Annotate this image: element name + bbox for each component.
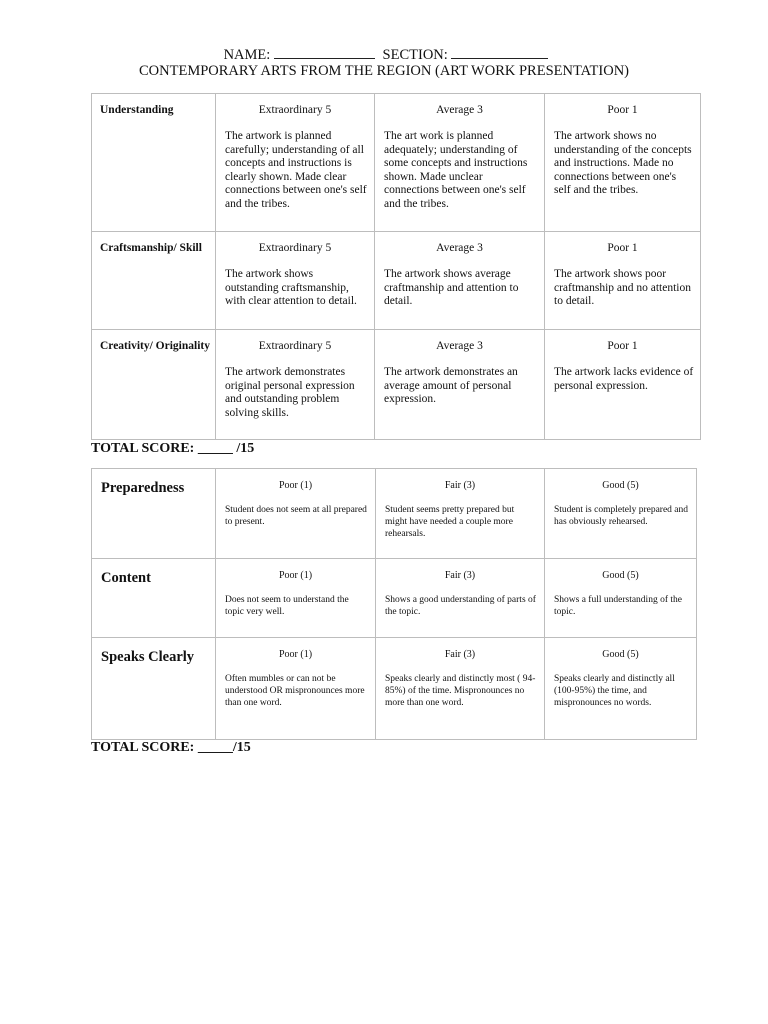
level-description: The artwork shows poor craftmanship and no attention to detail. — [554, 268, 692, 307]
level-description: The artwork demonstrates an average amount of personal expression. — [384, 366, 518, 405]
rubric-row-speaks-clearly — [92, 638, 697, 740]
level-label: Good (5) — [602, 649, 639, 660]
level-description: Student seems pretty prepared but might have needed a couple more rehearsals. — [385, 505, 515, 539]
level-label: Average 3 — [436, 242, 483, 254]
level-description: The artwork shows no understanding of the concepts and instructions. Made no connections between one's self and the tribes. — [554, 130, 692, 196]
level-label: Poor (1) — [278, 649, 313, 660]
rubric-cell — [375, 94, 545, 232]
criterion-label: Understanding — [92, 94, 216, 232]
rubric-cell — [545, 638, 697, 740]
rubric-cell — [545, 94, 701, 232]
name-label: NAME: — [223, 47, 271, 63]
level-description: The artwork shows average craftmanship and attention to detail. — [384, 268, 519, 307]
rubric-cell — [216, 559, 376, 638]
level-label: Poor (1) — [278, 570, 313, 581]
level-description: Student is completely prepared and has obviously rehearsed. — [554, 505, 689, 527]
rubric-cell — [376, 559, 545, 638]
level-label: Poor 1 — [607, 104, 638, 116]
level-label: Good (5) — [602, 480, 639, 491]
rubric-cell — [376, 638, 545, 740]
level-label: Fair (3) — [444, 480, 476, 491]
rubric-cell — [376, 469, 545, 559]
level-description: The artwork lacks evidence of personal expression. — [554, 366, 694, 392]
level-label: Fair (3) — [444, 570, 476, 581]
rubric-cell — [216, 232, 375, 330]
level-description: Shows a full understanding of the topic. — [554, 595, 682, 617]
level-label: Extraordinary 5 — [258, 104, 332, 116]
rubric-cell — [375, 330, 545, 440]
art-work-rubric-table — [91, 93, 701, 440]
rubric-cell — [216, 638, 376, 740]
level-label: Extraordinary 5 — [258, 242, 332, 254]
rubric-cell — [545, 232, 701, 330]
level-label: Fair (3) — [444, 649, 476, 660]
level-label: Poor 1 — [607, 340, 638, 352]
rubric-cell — [375, 232, 545, 330]
level-description: Often mumbles or can not be understood OR mispronounces more than one word. — [225, 674, 365, 708]
level-description: The artwork is planned carefully; understanding of all concepts and instructions is clearly shown. Made clear connections between one's self and the tribes. — [225, 130, 367, 210]
level-description: The artwork shows outstanding craftsmanship, with clear attention to detail. — [225, 268, 357, 307]
document-title: CONTEMPORARY ARTS FROM THE REGION (ART WORK PRESENTATION) — [138, 63, 629, 79]
rubric-cell — [545, 469, 697, 559]
rubric-cell — [216, 94, 375, 232]
section-blank[interactable] — [451, 46, 548, 59]
level-description: Speaks clearly and distinctly all (100-95%) the time, and mispronounces no words. — [554, 674, 675, 708]
rubric-cell — [216, 330, 375, 440]
name-section-line — [2, 46, 768, 63]
rubric-cell — [545, 330, 701, 440]
level-description: Speaks clearly and distinctly most ( 94-85%) of the time. Mispronounces no more than one word. — [385, 674, 536, 708]
rubric-cell — [545, 559, 697, 638]
rubric-row-craftsmanship — [92, 232, 701, 330]
total-score-artwork: TOTAL SCORE: _____ /15 — [91, 441, 255, 456]
level-label: Extraordinary 5 — [258, 340, 332, 352]
criterion-label: Preparedness — [92, 469, 216, 559]
criterion-label: Speaks Clearly — [92, 638, 216, 740]
criterion-label: Content — [92, 559, 216, 638]
level-description: Does not seem to understand the topic very well. — [225, 595, 349, 617]
section-label: SECTION: — [382, 47, 448, 63]
level-description: The artwork demonstrates original personal expression and outstanding problem solving skills. — [225, 366, 355, 419]
level-description: The art work is planned adequately; understanding of some concepts and instructions shown. Made unclear connections between one's self and the tribes. — [384, 130, 528, 210]
rubric-row-creativity — [92, 330, 701, 440]
criterion-label: Creativity/ Originality — [92, 330, 216, 440]
name-blank[interactable] — [274, 46, 375, 59]
presentation-rubric-table — [91, 468, 697, 740]
level-label: Average 3 — [436, 340, 483, 352]
rubric-row-preparedness — [92, 469, 697, 559]
criterion-label: Craftsmanship/ Skill — [92, 232, 216, 330]
level-label: Poor 1 — [607, 242, 638, 254]
level-description: Shows a good understanding of parts of the topic. — [385, 595, 536, 617]
rubric-row-content — [92, 559, 697, 638]
rubric-cell — [216, 469, 376, 559]
total-score-presentation: TOTAL SCORE: _____/15 — [91, 740, 251, 755]
level-label: Poor (1) — [278, 480, 313, 491]
level-label: Average 3 — [436, 104, 483, 116]
level-description: Student does not seem at all prepared to present. — [225, 505, 367, 527]
level-label: Good (5) — [602, 570, 639, 581]
rubric-row-understanding — [92, 94, 701, 232]
